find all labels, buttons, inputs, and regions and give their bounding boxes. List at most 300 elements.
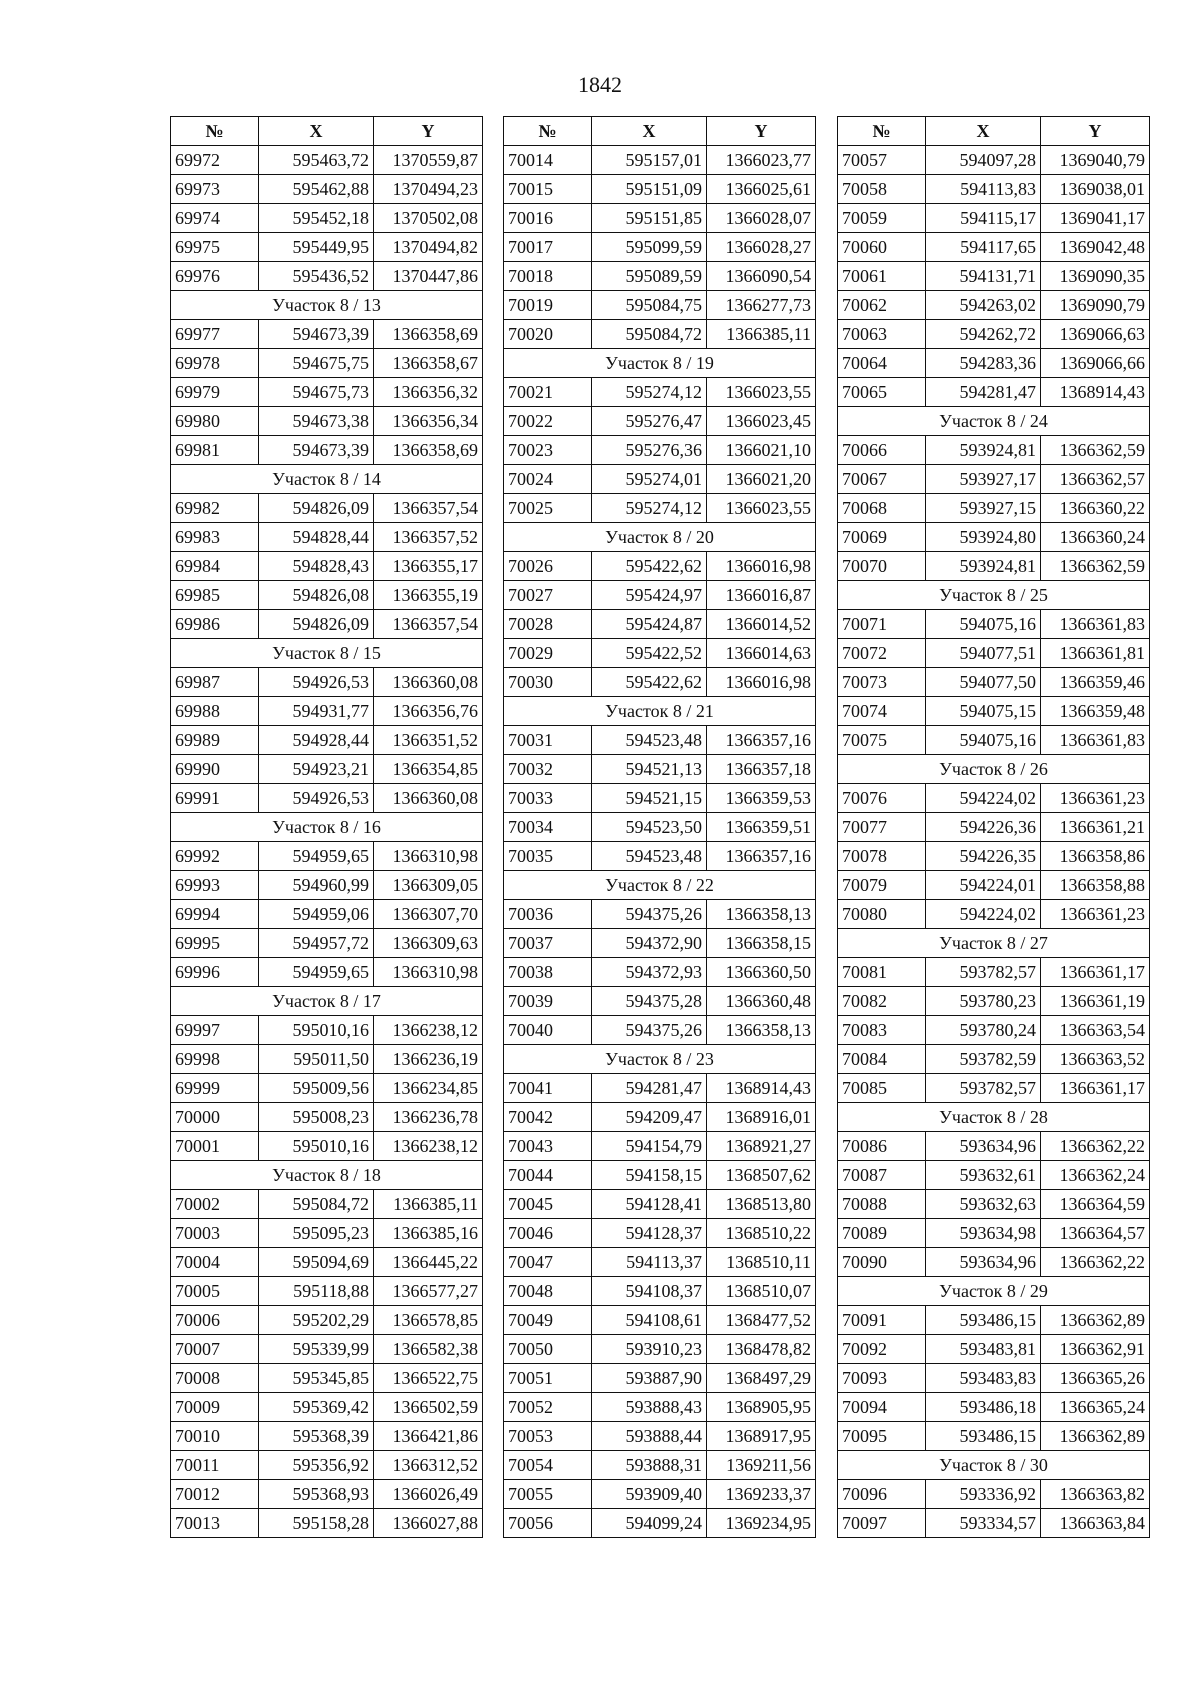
y-coordinate: 1366023,77 (707, 146, 816, 175)
x-coordinate: 593483,81 (926, 1335, 1041, 1364)
x-coordinate: 594283,36 (926, 349, 1041, 378)
point-number: 70090 (838, 1248, 926, 1277)
table-row (838, 610, 1150, 639)
y-coordinate: 1366385,11 (374, 1190, 483, 1219)
x-coordinate: 595424,87 (592, 610, 707, 639)
section-title: Участок 8 / 27 (838, 929, 1150, 958)
point-number: 70096 (838, 1480, 926, 1509)
y-coordinate: 1370502,08 (374, 204, 483, 233)
point-number: 70051 (504, 1364, 592, 1393)
point-number: 70073 (838, 668, 926, 697)
table-row (838, 436, 1150, 465)
section-row (838, 755, 1150, 784)
y-coordinate: 1366364,59 (1041, 1190, 1150, 1219)
y-coordinate: 1369040,79 (1041, 146, 1150, 175)
point-number: 70017 (504, 233, 592, 262)
x-coordinate: 594959,65 (259, 842, 374, 871)
point-number: 70084 (838, 1045, 926, 1074)
y-coordinate: 1366358,69 (374, 320, 483, 349)
point-number: 69989 (171, 726, 259, 755)
x-coordinate: 594826,09 (259, 610, 374, 639)
x-coordinate: 595151,85 (592, 204, 707, 233)
x-coordinate: 594108,61 (592, 1306, 707, 1335)
x-coordinate: 595089,59 (592, 262, 707, 291)
y-coordinate: 1366359,53 (707, 784, 816, 813)
table-row (171, 233, 483, 262)
header-y: Y (374, 117, 483, 146)
point-number: 70081 (838, 958, 926, 987)
table-row (838, 349, 1150, 378)
point-number: 70043 (504, 1132, 592, 1161)
x-coordinate: 594128,41 (592, 1190, 707, 1219)
y-coordinate: 1366361,17 (1041, 1074, 1150, 1103)
table-row (504, 958, 816, 987)
point-number: 70085 (838, 1074, 926, 1103)
x-coordinate: 594375,26 (592, 900, 707, 929)
section-title: Участок 8 / 19 (504, 349, 816, 378)
point-number: 70059 (838, 204, 926, 233)
x-coordinate: 594128,37 (592, 1219, 707, 1248)
table-row (504, 842, 816, 871)
y-coordinate: 1366362,59 (1041, 436, 1150, 465)
y-coordinate: 1366358,13 (707, 900, 816, 929)
x-coordinate: 593634,96 (926, 1248, 1041, 1277)
table-header-row (838, 117, 1150, 146)
x-coordinate: 594224,01 (926, 871, 1041, 900)
point-number: 70075 (838, 726, 926, 755)
table-row (171, 1335, 483, 1364)
section-row (838, 1103, 1150, 1132)
table-row (171, 1509, 483, 1538)
table-row (838, 378, 1150, 407)
x-coordinate: 594113,83 (926, 175, 1041, 204)
table-row (171, 552, 483, 581)
y-coordinate: 1368513,80 (707, 1190, 816, 1219)
x-coordinate: 595274,01 (592, 465, 707, 494)
x-coordinate: 595368,93 (259, 1480, 374, 1509)
table-row (504, 465, 816, 494)
x-coordinate: 593927,17 (926, 465, 1041, 494)
x-coordinate: 593887,90 (592, 1364, 707, 1393)
section-title: Участок 8 / 14 (171, 465, 483, 494)
section-row (171, 987, 483, 1016)
table-row (504, 436, 816, 465)
section-row (504, 871, 816, 900)
x-coordinate: 594263,02 (926, 291, 1041, 320)
table-row (504, 1103, 816, 1132)
section-row (504, 1045, 816, 1074)
x-coordinate: 595010,16 (259, 1016, 374, 1045)
x-coordinate: 595157,01 (592, 146, 707, 175)
x-coordinate: 595449,95 (259, 233, 374, 262)
table-row (838, 523, 1150, 552)
table-row (838, 726, 1150, 755)
y-coordinate: 1368510,22 (707, 1219, 816, 1248)
x-coordinate: 593632,63 (926, 1190, 1041, 1219)
x-coordinate: 595422,62 (592, 552, 707, 581)
x-coordinate: 594523,50 (592, 813, 707, 842)
table-row (171, 262, 483, 291)
table-row (171, 958, 483, 987)
section-title: Участок 8 / 13 (171, 291, 483, 320)
point-number: 70035 (504, 842, 592, 871)
x-coordinate: 594523,48 (592, 842, 707, 871)
x-coordinate: 594828,43 (259, 552, 374, 581)
table-row (838, 842, 1150, 871)
point-number: 70031 (504, 726, 592, 755)
table-row (504, 1074, 816, 1103)
table-row (171, 1248, 483, 1277)
table-row (504, 204, 816, 233)
x-coordinate: 595424,97 (592, 581, 707, 610)
x-coordinate: 594372,93 (592, 958, 707, 987)
point-number: 70012 (171, 1480, 259, 1509)
point-number: 69987 (171, 668, 259, 697)
point-number: 70066 (838, 436, 926, 465)
x-coordinate: 595422,62 (592, 668, 707, 697)
table-row (838, 1045, 1150, 1074)
table-row (838, 1480, 1150, 1509)
x-coordinate: 594959,06 (259, 900, 374, 929)
table-row (171, 407, 483, 436)
point-number: 70000 (171, 1103, 259, 1132)
table-row (838, 175, 1150, 204)
table-row (504, 1190, 816, 1219)
x-coordinate: 595276,36 (592, 436, 707, 465)
y-coordinate: 1368921,27 (707, 1132, 816, 1161)
table-row (504, 581, 816, 610)
table-row (171, 871, 483, 900)
header-number: № (171, 117, 259, 146)
y-coordinate: 1366361,21 (1041, 813, 1150, 842)
header-y: Y (707, 117, 816, 146)
section-row (171, 813, 483, 842)
point-number: 70020 (504, 320, 592, 349)
section-title: Участок 8 / 29 (838, 1277, 1150, 1306)
point-number: 69975 (171, 233, 259, 262)
y-coordinate: 1366361,17 (1041, 958, 1150, 987)
section-row (504, 349, 816, 378)
point-number: 70086 (838, 1132, 926, 1161)
point-number: 70093 (838, 1364, 926, 1393)
x-coordinate: 594097,28 (926, 146, 1041, 175)
x-coordinate: 594077,50 (926, 668, 1041, 697)
point-number: 70094 (838, 1393, 926, 1422)
table-row (171, 581, 483, 610)
y-coordinate: 1369090,79 (1041, 291, 1150, 320)
table-row (838, 1248, 1150, 1277)
section-title: Участок 8 / 18 (171, 1161, 483, 1190)
y-coordinate: 1366365,24 (1041, 1393, 1150, 1422)
table-row (171, 1480, 483, 1509)
point-number: 70011 (171, 1451, 259, 1480)
y-coordinate: 1366385,11 (707, 320, 816, 349)
x-coordinate: 594154,79 (592, 1132, 707, 1161)
x-coordinate: 595009,56 (259, 1074, 374, 1103)
point-number: 70046 (504, 1219, 592, 1248)
table-row (504, 813, 816, 842)
point-number: 69998 (171, 1045, 259, 1074)
point-number: 70026 (504, 552, 592, 581)
point-number: 70077 (838, 813, 926, 842)
point-number: 69976 (171, 262, 259, 291)
y-coordinate: 1366016,98 (707, 668, 816, 697)
y-coordinate: 1366362,91 (1041, 1335, 1150, 1364)
section-row (171, 1161, 483, 1190)
y-coordinate: 1366502,59 (374, 1393, 483, 1422)
table-row (504, 668, 816, 697)
y-coordinate: 1366362,89 (1041, 1422, 1150, 1451)
point-number: 69974 (171, 204, 259, 233)
table-row (504, 1451, 816, 1480)
y-coordinate: 1366522,75 (374, 1364, 483, 1393)
table-row (504, 1016, 816, 1045)
y-coordinate: 1366026,49 (374, 1480, 483, 1509)
point-number: 70074 (838, 697, 926, 726)
point-number: 69996 (171, 958, 259, 987)
section-row (838, 1277, 1150, 1306)
section-title: Участок 8 / 23 (504, 1045, 816, 1074)
table-row (171, 1016, 483, 1045)
point-number: 70060 (838, 233, 926, 262)
y-coordinate: 1366362,59 (1041, 552, 1150, 581)
y-coordinate: 1366362,22 (1041, 1132, 1150, 1161)
table-row (838, 784, 1150, 813)
table-row (171, 697, 483, 726)
section-title: Участок 8 / 20 (504, 523, 816, 552)
x-coordinate: 594673,38 (259, 407, 374, 436)
y-coordinate: 1366307,70 (374, 900, 483, 929)
y-coordinate: 1366357,52 (374, 523, 483, 552)
section-row (171, 291, 483, 320)
y-coordinate: 1366360,08 (374, 784, 483, 813)
point-number: 70010 (171, 1422, 259, 1451)
x-coordinate: 593632,61 (926, 1161, 1041, 1190)
y-coordinate: 1366277,73 (707, 291, 816, 320)
y-coordinate: 1366365,26 (1041, 1364, 1150, 1393)
y-coordinate: 1369066,66 (1041, 349, 1150, 378)
x-coordinate: 594099,24 (592, 1509, 707, 1538)
x-coordinate: 594675,75 (259, 349, 374, 378)
table-row (838, 639, 1150, 668)
header-number: № (838, 117, 926, 146)
section-row (838, 1451, 1150, 1480)
x-coordinate: 593780,23 (926, 987, 1041, 1016)
x-coordinate: 594828,44 (259, 523, 374, 552)
coordinates-table-1 (170, 116, 483, 1538)
table-row (504, 610, 816, 639)
x-coordinate: 593888,43 (592, 1393, 707, 1422)
y-coordinate: 1366361,23 (1041, 900, 1150, 929)
x-coordinate: 594675,73 (259, 378, 374, 407)
x-coordinate: 594075,16 (926, 726, 1041, 755)
header-number: № (504, 117, 592, 146)
x-coordinate: 594521,13 (592, 755, 707, 784)
x-coordinate: 594928,44 (259, 726, 374, 755)
table-row (838, 813, 1150, 842)
y-coordinate: 1366025,61 (707, 175, 816, 204)
table-row (171, 610, 483, 639)
table-row (171, 1422, 483, 1451)
y-coordinate: 1366354,85 (374, 755, 483, 784)
y-coordinate: 1366360,08 (374, 668, 483, 697)
point-number: 70028 (504, 610, 592, 639)
x-coordinate: 595011,50 (259, 1045, 374, 1074)
point-number: 69983 (171, 523, 259, 552)
y-coordinate: 1369211,56 (707, 1451, 816, 1480)
y-coordinate: 1366356,34 (374, 407, 483, 436)
y-coordinate: 1366578,85 (374, 1306, 483, 1335)
point-number: 70006 (171, 1306, 259, 1335)
x-coordinate: 593782,57 (926, 1074, 1041, 1103)
y-coordinate: 1370559,87 (374, 146, 483, 175)
y-coordinate: 1366361,19 (1041, 987, 1150, 1016)
y-coordinate: 1366023,55 (707, 378, 816, 407)
y-coordinate: 1366016,87 (707, 581, 816, 610)
x-coordinate: 595151,09 (592, 175, 707, 204)
table-row (838, 1132, 1150, 1161)
x-coordinate: 594375,26 (592, 1016, 707, 1045)
table-row (171, 378, 483, 407)
y-coordinate: 1366355,19 (374, 581, 483, 610)
table-row (504, 175, 816, 204)
table-row (171, 320, 483, 349)
point-number: 70014 (504, 146, 592, 175)
x-coordinate: 594115,17 (926, 204, 1041, 233)
point-number: 70057 (838, 146, 926, 175)
y-coordinate: 1366360,24 (1041, 523, 1150, 552)
section-title: Участок 8 / 28 (838, 1103, 1150, 1132)
y-coordinate: 1366014,63 (707, 639, 816, 668)
x-coordinate: 594224,02 (926, 900, 1041, 929)
y-coordinate: 1366309,63 (374, 929, 483, 958)
x-coordinate: 594117,65 (926, 233, 1041, 262)
header-x: X (592, 117, 707, 146)
point-number: 70052 (504, 1393, 592, 1422)
x-coordinate: 595202,29 (259, 1306, 374, 1335)
y-coordinate: 1370494,82 (374, 233, 483, 262)
x-coordinate: 593483,83 (926, 1364, 1041, 1393)
x-coordinate: 595422,52 (592, 639, 707, 668)
y-coordinate: 1366360,48 (707, 987, 816, 1016)
y-coordinate: 1366577,27 (374, 1277, 483, 1306)
table-row (838, 987, 1150, 1016)
table-row (504, 407, 816, 436)
x-coordinate: 593888,44 (592, 1422, 707, 1451)
table-row (838, 1161, 1150, 1190)
point-number: 70025 (504, 494, 592, 523)
y-coordinate: 1366359,46 (1041, 668, 1150, 697)
y-coordinate: 1366364,57 (1041, 1219, 1150, 1248)
x-coordinate: 593909,40 (592, 1480, 707, 1509)
y-coordinate: 1366357,54 (374, 610, 483, 639)
table-row (504, 1509, 816, 1538)
table-row (504, 784, 816, 813)
x-coordinate: 594075,15 (926, 697, 1041, 726)
x-coordinate: 593910,23 (592, 1335, 707, 1364)
x-coordinate: 594226,36 (926, 813, 1041, 842)
y-coordinate: 1366358,69 (374, 436, 483, 465)
header-x: X (259, 117, 374, 146)
x-coordinate: 595095,23 (259, 1219, 374, 1248)
x-coordinate: 594826,08 (259, 581, 374, 610)
point-number: 69982 (171, 494, 259, 523)
point-number: 70079 (838, 871, 926, 900)
y-coordinate: 1368478,82 (707, 1335, 816, 1364)
section-title: Участок 8 / 15 (171, 639, 483, 668)
y-coordinate: 1369041,17 (1041, 204, 1150, 233)
table-row (504, 1393, 816, 1422)
table-row (171, 204, 483, 233)
x-coordinate: 595369,42 (259, 1393, 374, 1422)
x-coordinate: 595339,99 (259, 1335, 374, 1364)
point-number: 70009 (171, 1393, 259, 1422)
y-coordinate: 1366238,12 (374, 1016, 483, 1045)
point-number: 70089 (838, 1219, 926, 1248)
table-row (171, 436, 483, 465)
table-row (504, 900, 816, 929)
point-number: 70062 (838, 291, 926, 320)
x-coordinate: 593486,15 (926, 1306, 1041, 1335)
table-row (838, 871, 1150, 900)
table-row (504, 378, 816, 407)
table-row (838, 697, 1150, 726)
table-row (838, 552, 1150, 581)
point-number: 70034 (504, 813, 592, 842)
x-coordinate: 595345,85 (259, 1364, 374, 1393)
point-number: 70072 (838, 639, 926, 668)
x-coordinate: 593334,57 (926, 1509, 1041, 1538)
table-header-row (171, 117, 483, 146)
y-coordinate: 1370494,23 (374, 175, 483, 204)
y-coordinate: 1366362,24 (1041, 1161, 1150, 1190)
section-row (504, 523, 816, 552)
x-coordinate: 594931,77 (259, 697, 374, 726)
point-number: 70016 (504, 204, 592, 233)
table-row (838, 204, 1150, 233)
x-coordinate: 594226,35 (926, 842, 1041, 871)
y-coordinate: 1366358,67 (374, 349, 483, 378)
y-coordinate: 1366421,86 (374, 1422, 483, 1451)
section-row (171, 639, 483, 668)
section-title: Участок 8 / 25 (838, 581, 1150, 610)
table-row (504, 1306, 816, 1335)
table-row (838, 1306, 1150, 1335)
x-coordinate: 593927,15 (926, 494, 1041, 523)
table-row (171, 668, 483, 697)
y-coordinate: 1366016,98 (707, 552, 816, 581)
x-coordinate: 594673,39 (259, 436, 374, 465)
point-number: 69979 (171, 378, 259, 407)
point-number: 69986 (171, 610, 259, 639)
y-coordinate: 1366309,05 (374, 871, 483, 900)
point-number: 70067 (838, 465, 926, 494)
y-coordinate: 1368914,43 (1041, 378, 1150, 407)
point-number: 70076 (838, 784, 926, 813)
table-row (838, 1074, 1150, 1103)
table-row (171, 523, 483, 552)
y-coordinate: 1366357,18 (707, 755, 816, 784)
table-row (838, 1393, 1150, 1422)
table-row (504, 1219, 816, 1248)
table-row (838, 1335, 1150, 1364)
coordinates-table-2 (503, 116, 816, 1538)
section-row (171, 465, 483, 494)
y-coordinate: 1366385,16 (374, 1219, 483, 1248)
x-coordinate: 594673,39 (259, 320, 374, 349)
table-row (504, 987, 816, 1016)
table-row (504, 726, 816, 755)
